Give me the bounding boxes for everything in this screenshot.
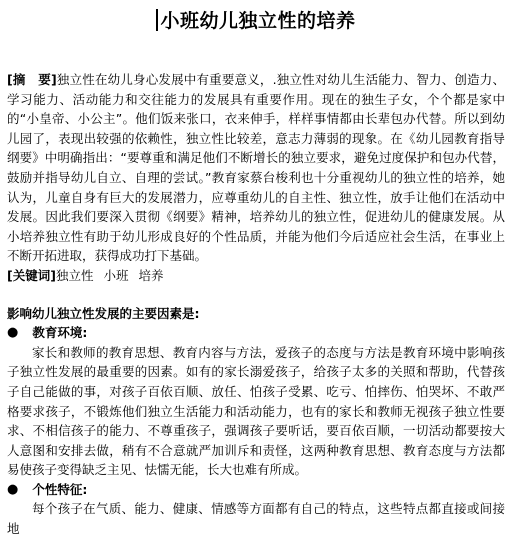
bullet-heading[interactable]	[7, 480, 505, 500]
section-heading[interactable]: 影响幼儿独立性发展的主要因素是:	[7, 305, 200, 321]
document-body	[7, 70, 505, 539]
text-cursor	[156, 9, 158, 31]
abstract-tag: [摘 要]	[7, 72, 57, 87]
keywords-tag: [关键词]	[7, 267, 56, 283]
title-bar	[0, 6, 512, 33]
keyword: 小班	[103, 267, 129, 283]
bullet-heading[interactable]	[7, 323, 505, 343]
bullet-heading-text: 个性特征:	[32, 481, 88, 497]
document-title[interactable]: 小班幼儿独立性的培养	[160, 10, 356, 32]
bullet-paragraph[interactable]: 每个孩子在气质、能力、健康、情感等方面都有自己的特点，这些特点都直接或间接地	[7, 501, 505, 537]
bullet-paragraph[interactable]: 家长和教师的教育思想、教育内容与方法，爱孩子的态度与方法是教育环境中影响孩子独立性发展的最重要的因素。如有的家长溺爱孩子，给孩子太多的关照和帮助，代替孩子自己能做的事，对孩子百依百顺、放任、怕孩子受累、吃亏、怕摔伤、怕哭坏、不敢严格要求孩子，不锻炼他们独立生活能力和活动能力，也有的家长和教师无视孩子独立性要求、不相信孩子的能力、不尊重孩子，强调孩子要听话，要百依百顺，一切活动都要按大人意图和安排去做，稍有不合意就严加训斥和责怪，这两种教育思想、教育态度与方法都易使孩子变得缺乏主见、怯懦无能，长大也难有所成。	[7, 344, 505, 478]
keyword: 培养	[138, 267, 164, 283]
bullet-heading-text: 教育环境:	[32, 325, 88, 341]
keywords-line[interactable]	[7, 266, 505, 286]
bullet-icon: ●	[7, 481, 19, 497]
abstract-text: 独立性在幼儿身心发展中有重要意义，.独立性对幼儿生活能力、智力、创造力、学习能力、活动能力和交往能力的发展具有重要作用。现在的独生子女，个个都是家中的“小皇帝、小公主”。他们饭来张口，衣来伸手，样样事情都由长辈包办代替。所以到幼儿园了，表现出较强的依赖性，独立性比较差，意志力薄弱的现象。在《幼儿园教育指导纲要》中明确指出：“要尊重和满足他们不断增长的独立要求，避免过度保护和包办代替，鼓励并指导幼儿自立、自理的尝试。”教育家蔡台梭利也十分重视幼儿的独立性的培养，她认为，儿童自身有巨大的发展潜力，应尊重幼儿的自主性、独立性，放手让他们在活动中发展。因此我们要深入贯彻《纲要》精神，培养幼儿的独立性，促进幼儿的健康发展。从小培养独立性有助于幼儿形成良好的个性品质，并能为他们今后适应社会生活，在事业上不断开拓进取，获得成功打下基础。	[7, 72, 505, 264]
keyword: 独立性	[55, 267, 94, 283]
bullet-icon: ●	[7, 325, 19, 341]
abstract-paragraph[interactable]	[7, 70, 505, 266]
